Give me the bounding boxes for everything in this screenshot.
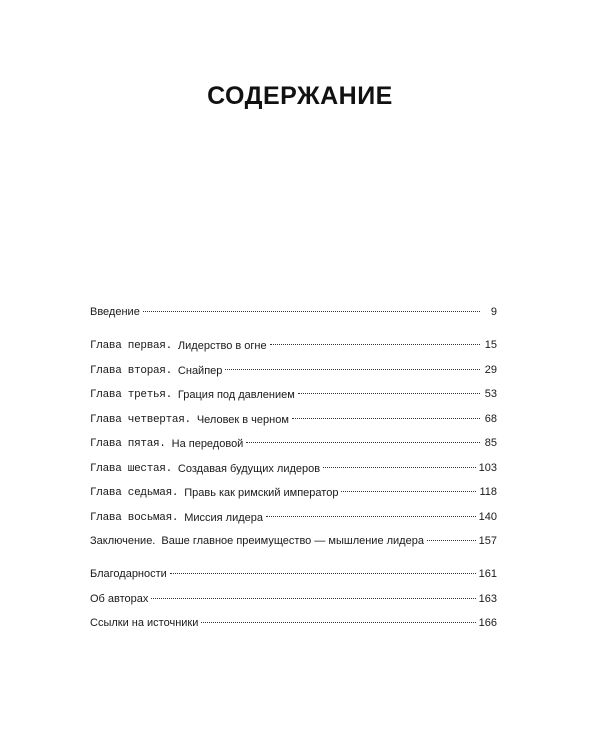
toc-entry-label: [90, 482, 338, 504]
toc-entry-title: Введение: [90, 306, 140, 318]
dot-leader: [151, 598, 475, 599]
page-title: СОДЕРЖАНИЕ: [207, 82, 393, 110]
toc-entry-chapter-7[interactable]: [90, 481, 497, 503]
toc-entry-references[interactable]: [90, 612, 497, 634]
table-of-contents: [90, 301, 497, 637]
toc-entry-label: [90, 588, 148, 610]
chapter-number: Глава шестая.: [90, 462, 172, 475]
chapter-title: На передовой: [171, 438, 244, 450]
toc-entry-page: 29: [484, 363, 497, 376]
chapter-title: Миссия лидера: [184, 511, 264, 524]
chapter-number: Глава четвертая.: [90, 413, 191, 426]
toc-entry-chapter-8[interactable]: [90, 506, 497, 528]
dot-leader: [266, 516, 476, 517]
toc-entry-acknowledgements[interactable]: [90, 563, 497, 585]
toc-entry-title: Об авторах: [90, 592, 149, 605]
toc-entry-label: [90, 301, 140, 323]
toc-entry-page: 163: [478, 592, 497, 605]
toc-entry-chapter-2[interactable]: [90, 359, 497, 381]
toc-entry-label: [90, 384, 295, 406]
toc-entry-page: 9: [490, 306, 497, 318]
chapter-title: Правь как римский император: [184, 487, 339, 499]
toc-entry-title: Ссылки на источники: [90, 617, 199, 629]
chapter-number: Глава третья.: [90, 389, 172, 401]
dot-leader: [246, 442, 480, 443]
dot-leader: [225, 369, 480, 370]
dot-leader: [427, 540, 476, 541]
toc-entry-page: 161: [478, 568, 497, 580]
chapter-title: Человек в черном: [196, 413, 289, 426]
toc-entry-label: [90, 433, 243, 455]
toc-entry-chapter-1[interactable]: [90, 334, 497, 356]
toc-entry-page: 15: [484, 339, 497, 351]
toc-entry-page: 53: [484, 388, 497, 400]
toc-entry-page: 85: [484, 437, 497, 449]
toc-entry-page: 118: [479, 486, 497, 498]
toc-entry-chapter-5[interactable]: [90, 432, 497, 454]
toc-entry-label: [90, 409, 289, 431]
dot-leader: [323, 467, 476, 468]
toc-entry-label: [90, 458, 320, 480]
chapter-title: Лидерство в огне: [177, 340, 267, 352]
toc-entry-page: 157: [478, 535, 497, 547]
toc-entry-page: 166: [478, 617, 497, 629]
dot-leader: [143, 311, 480, 312]
toc-entry-page: 103: [478, 461, 497, 474]
toc-entry-label: [90, 360, 222, 382]
toc-entry-intro[interactable]: [90, 301, 497, 323]
dot-leader: [292, 418, 480, 419]
chapter-title: Снайпер: [177, 364, 223, 377]
toc-entry-label: [90, 612, 198, 634]
chapter-number: Глава восьмая.: [90, 511, 179, 524]
toc-entry-label: [90, 335, 267, 357]
toc-entry-page: 140: [478, 510, 497, 523]
dot-leader: [298, 393, 480, 394]
toc-entry-page: 68: [484, 412, 497, 425]
dot-leader: [201, 622, 475, 623]
conclusion-label: Заключение.: [90, 535, 156, 547]
dot-leader: [270, 344, 480, 345]
chapter-number: Глава седьмая.: [90, 487, 179, 499]
toc-entry-label: [90, 530, 424, 552]
toc-entry-about-authors[interactable]: [90, 588, 497, 610]
toc-entry-label: [90, 563, 167, 585]
chapter-number: Глава первая.: [90, 340, 172, 352]
toc-entry-title: Благодарности: [90, 568, 167, 580]
conclusion-title: Ваше главное преимущество — мышление лидера: [161, 535, 424, 547]
toc-entry-chapter-3[interactable]: [90, 383, 497, 405]
toc-entry-chapter-6[interactable]: [90, 457, 497, 479]
chapter-number: Глава вторая.: [90, 364, 172, 377]
chapter-number: Глава пятая.: [90, 438, 166, 450]
toc-entry-label: [90, 507, 263, 529]
toc-entry-conclusion[interactable]: [90, 530, 497, 552]
toc-entry-chapter-4[interactable]: [90, 408, 497, 430]
chapter-title: Грация под давлением: [177, 389, 295, 401]
dot-leader: [170, 573, 476, 574]
chapter-title: Создавая будущих лидеров: [177, 462, 321, 475]
dot-leader: [341, 491, 476, 492]
